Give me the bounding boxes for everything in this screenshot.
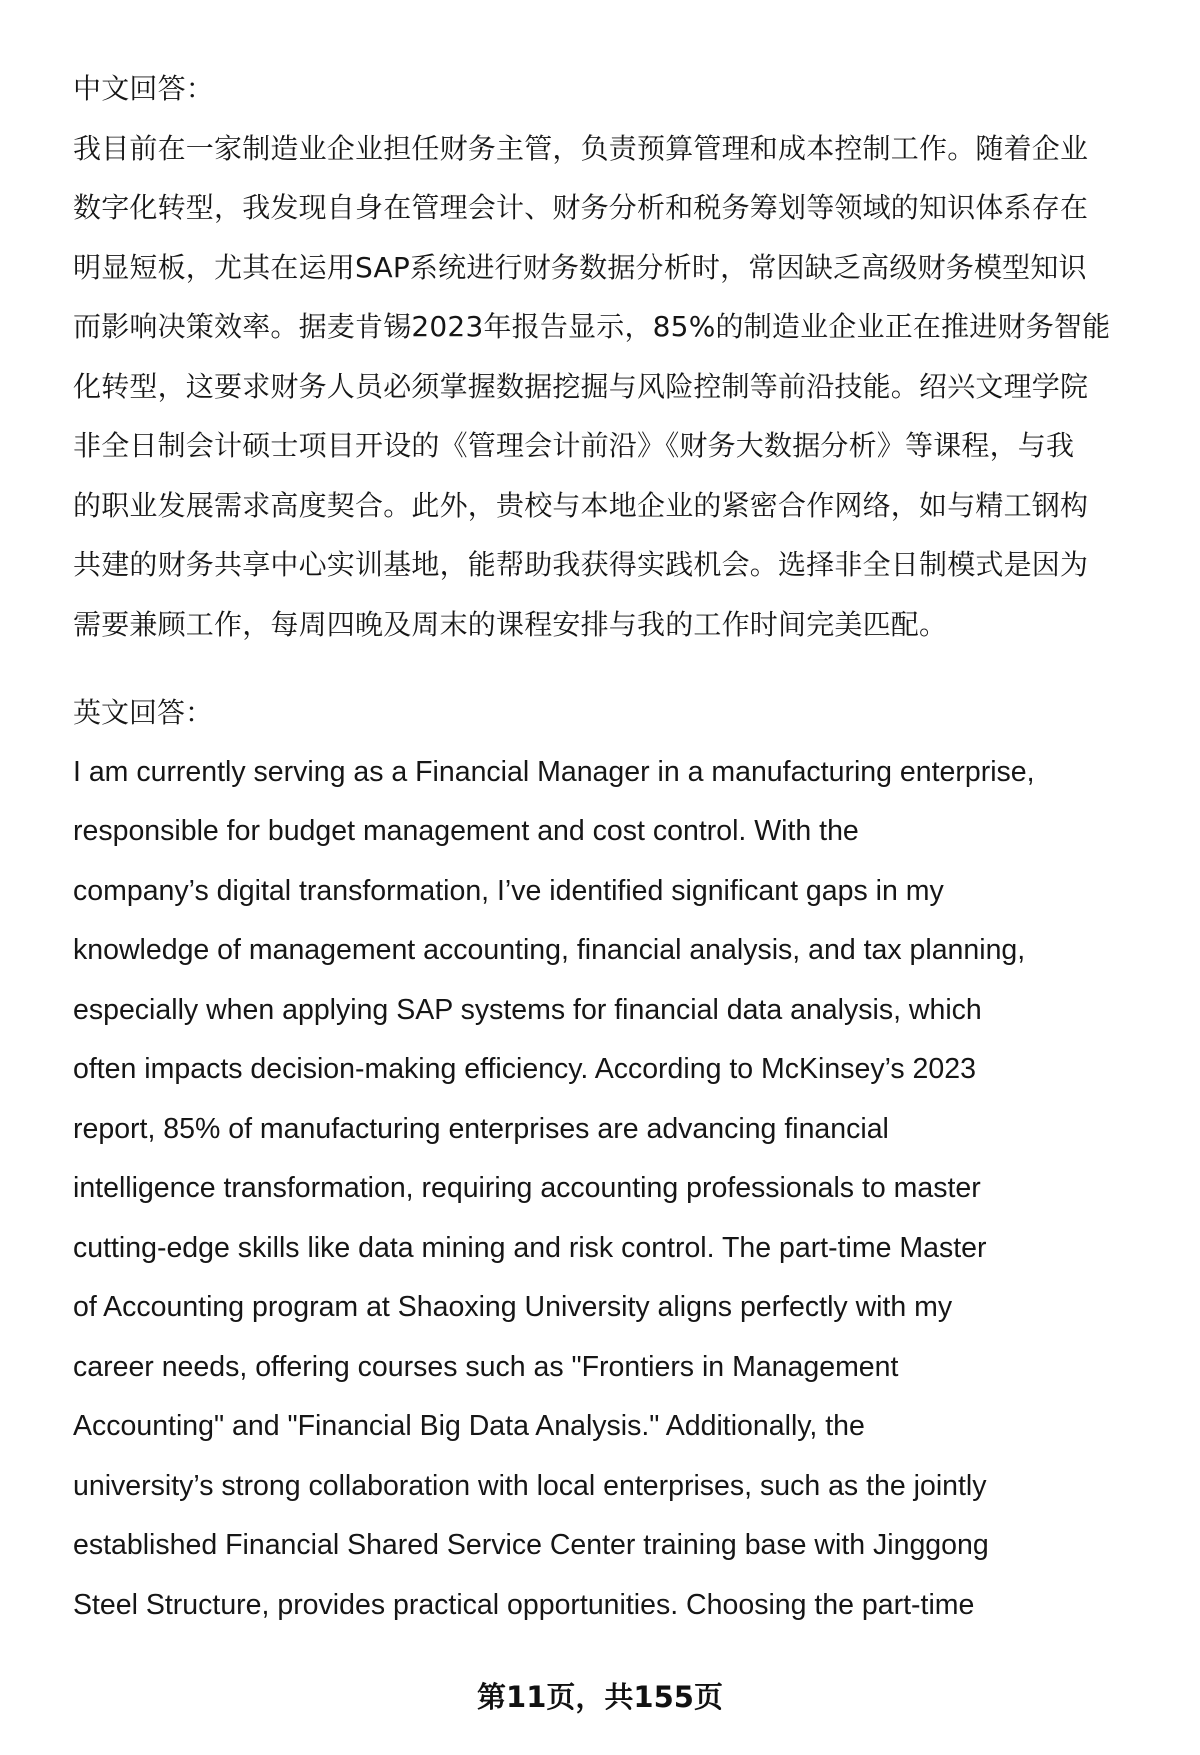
chinese-answer-section [73, 59, 1173, 654]
paragraph-line: 需要兼顾工作，每周四晚及周末的课程安排与我的工作时间完美匹配。 [73, 607, 948, 641]
paragraph-line: 的职业发展需求高度契合。此外，贵校与本地企业的紧密合作网络，如与精工钢构 [73, 488, 1089, 522]
paragraph-line: 数字化转型，我发现自身在管理会计、财务分析和税务筹划等领域的知识体系存在 [73, 191, 1089, 224]
paragraph-line: Steel Structure, provides practical opportunities. Choosing the part-time [73, 1588, 975, 1621]
paragraph-line: 明显短板，尤其在运用SAP系统进行财务数据分析时，常因缺乏高级财务模型知识 [73, 250, 1087, 284]
paragraph-line: especially when applying SAP systems for financial data analysis, which [73, 993, 982, 1026]
paragraph-line: I am currently serving as a Financial Manager in a manufacturing enterprise, [73, 755, 1035, 788]
chinese-answer-paragraph [73, 119, 1173, 655]
paragraph-line: cutting-edge skills like data mining and risk control. The part-time Master [73, 1231, 987, 1264]
english-answer-section [73, 683, 1173, 1635]
chinese-answer-heading: 中文回答： [73, 72, 215, 105]
paragraph-line: company’s digital transformation, I’ve identified significant gaps in my [73, 874, 944, 907]
paragraph-line: 我目前在一家制造业企业担任财务主管，负责预算管理和成本控制工作。随着企业 [73, 131, 1089, 165]
paragraph-line: 化转型，这要求财务人员必须掌握数据挖掘与风险控制等前沿技能。绍兴文理学院 [73, 369, 1089, 403]
paragraph-line: 非全日制会计硕士项目开设的《管理会计前沿》《财务大数据分析》等课程，与我 [73, 429, 1075, 462]
english-answer-heading: 英文回答： [73, 696, 214, 729]
paragraph-line: 共建的财务共享中心实训基地，能帮助我获得实践机会。选择非全日制模式是因为 [73, 548, 1089, 581]
english-answer-paragraph [73, 743, 1173, 1636]
paragraph-line: career needs, offering courses such as "Frontiers in Management [73, 1350, 899, 1383]
paragraph-line: responsible for budget management and cost control. With the [73, 815, 859, 847]
paragraph-line: established Financial Shared Service Center training base with Jinggong [73, 1529, 989, 1561]
paragraph-line: Accounting" and "Financial Big Data Analysis." Additionally, the [73, 1410, 865, 1442]
page-number-footer: 第11页，共155页 [477, 1680, 723, 1714]
paragraph-line: knowledge of management accounting, financial analysis, and tax planning, [73, 934, 1026, 966]
paragraph-line: intelligence transformation, requiring accounting professionals to master [73, 1172, 981, 1204]
paragraph-line: report, 85% of manufacturing enterprises are advancing financial [73, 1112, 889, 1145]
page-content [73, 59, 1173, 1635]
paragraph-line: 而影响决策效率。据麦肯锡2023年报告显示，85%的制造业企业正在推进财务智能 [73, 310, 1111, 343]
paragraph-line: university’s strong collaboration with local enterprises, such as the jointly [73, 1469, 987, 1502]
paragraph-line: often impacts decision-making efficiency. According to McKinsey’s 2023 [73, 1053, 976, 1085]
paragraph-line: of Accounting program at Shaoxing University aligns perfectly with my [73, 1291, 953, 1323]
